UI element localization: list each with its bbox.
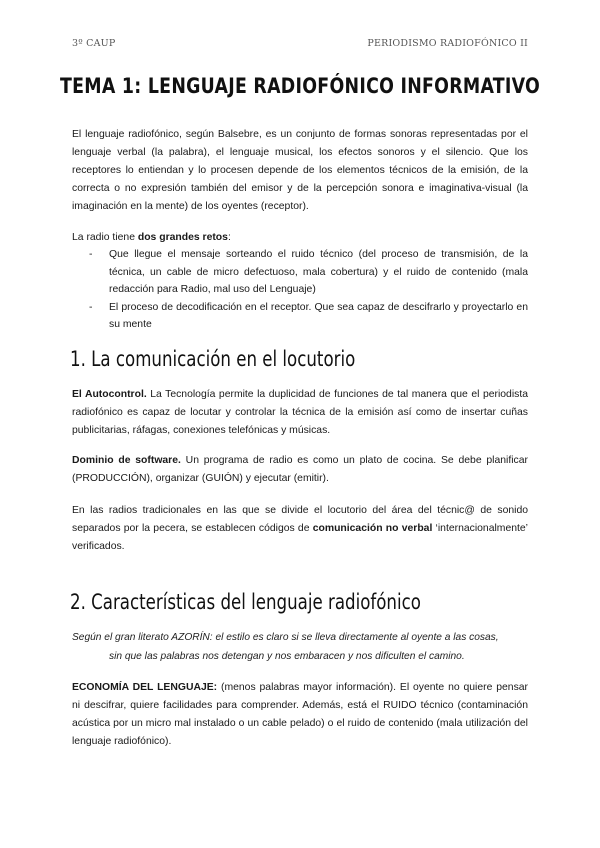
section-1-heading: 1. La comunicación en el locutorio [70, 347, 356, 372]
autocontrol-label: El Autocontrol. [72, 389, 147, 400]
autocontrol-text: La Tecnología permite la duplicidad de funciones de tal manera que el periodista radiofónico es capaz de locutar y controlar la técnica de la emisión así como de insertar cuñas publicitarias, ráfagas, conexiones telefónicas y músicas. [72, 389, 528, 436]
retos-lead-post: : [227, 232, 231, 243]
list-item-text: Que llegue el mensaje sorteando el ruido técnico (del proceso de transmisión, de la técnica, un cable de micro defectuoso, mala cobertura) y el ruido de contenido (mala redacción para Radio, mal uso del Lenguaje) [109, 249, 528, 295]
retos-lead-bold: dos grandes retos [137, 232, 228, 243]
retos-lead [72, 229, 528, 247]
dash-bullet: - [89, 249, 93, 260]
autocontrol-paragraph [72, 386, 528, 440]
software-label: Dominio de software. [72, 455, 181, 466]
retos-list [72, 246, 528, 334]
list-item-text: El proceso de decodificación en el receptor. Que sea capaz de descifrarlo y proyectarlo en su mente [109, 301, 528, 330]
header-subject: PERIODISMO RADIOFÓNICO II [367, 38, 528, 49]
list-item [72, 246, 528, 299]
economia-text: (menos palabras mayor información). El oyente no quiere pensar ni descifrar, quiere facilidades para comprender. Además, está el RUIDO técnico (contaminación acústica por un micro mal instalado o un cable pelado) o el ruido de contenido (mala utilización del lenguaje radiofónico). [72, 682, 529, 747]
page-title: TEMA 1: LENGUAJE RADIOFÓNICO INFORMATIVO [59, 74, 541, 98]
locutorio-text-post: ‘internacionalmente’ verificados. [72, 523, 528, 552]
list-item [72, 299, 528, 334]
intro-paragraph: El lenguaje radiofónico, según Balsebre, es un conjunto de formas sonoras representadas por el lenguaje verbal (la palabra), el lenguaje musical, los efectos sonoros y el silencio. Que los receptores lo entiendan y lo procesen depende de los elementos técnicos de la emisión, de la correcta o no expresión también del emisor y de la percepción sonora e imaginativa-visual (la imaginación en la mente) de los oyentes (receptor). [72, 129, 528, 212]
locutorio-text-pre: En las radios tradicionales en las que se divide el locutorio del área del técnic@ de sonido separados por la pecera, se establecen códigos de [72, 505, 528, 534]
retos-lead-pre: La radio tiene [72, 232, 138, 243]
quote-line-2: sin que las palabras nos detengan y nos embaracen y nos dificulten el camino. [109, 651, 465, 662]
economia-label: ECONOMÍA DEL LENGUAJE: [72, 682, 218, 693]
software-text: Un programa de radio es como un plato de cocina. Se debe planificar (PRODUCCIÓN), organizar (GUIÓN) y ejecutar (emitir). [72, 455, 528, 484]
dash-bullet: - [89, 301, 93, 313]
quote-line-1: Según el gran literato AZORÍN: el estilo es claro si se lleva directamente al oyente a las cosas, [72, 632, 499, 643]
locutorio-paragraph [72, 502, 528, 556]
software-paragraph [72, 452, 528, 488]
azorin-quote [72, 628, 528, 666]
section-2-heading: 2. Características del lenguaje radiofónico [70, 590, 421, 615]
header-course: 3º CAUP [72, 38, 116, 49]
nonverbal-term: comunicación no verbal [312, 523, 433, 534]
economia-paragraph [72, 679, 528, 751]
